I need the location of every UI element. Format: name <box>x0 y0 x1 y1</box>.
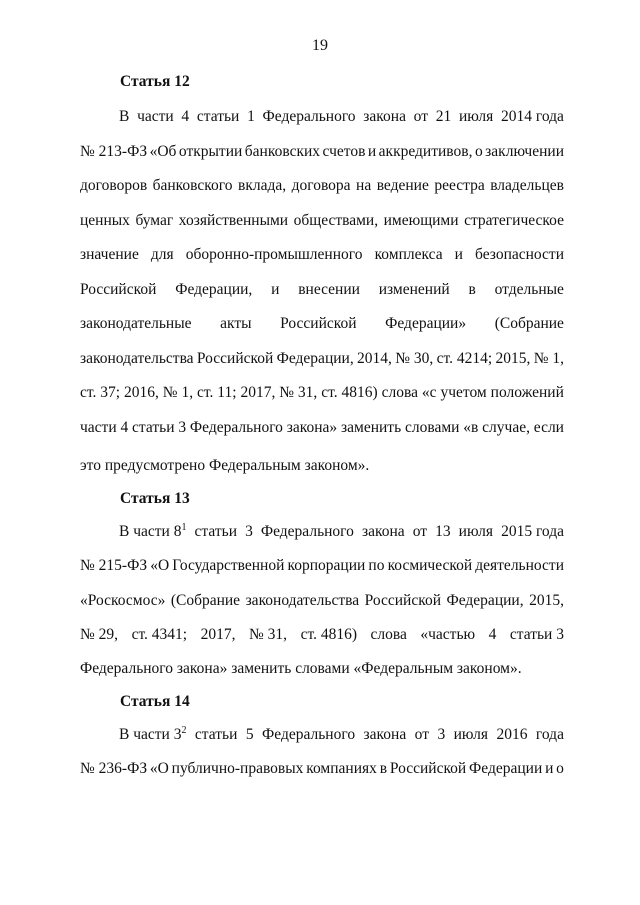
text-line <box>80 418 564 438</box>
word: от <box>412 523 428 540</box>
word: ст. 4816) <box>300 626 357 643</box>
word: имеющими <box>383 212 459 229</box>
word: и <box>454 246 463 263</box>
word: владельцев <box>490 177 564 194</box>
word: законодательства <box>245 592 360 609</box>
word: положений <box>490 384 564 401</box>
word: 2016 <box>496 726 528 743</box>
word: закона» <box>286 419 338 436</box>
word: корпорации <box>287 557 366 574</box>
word: заключении <box>485 143 564 160</box>
word: внесении <box>298 281 360 298</box>
word: Российской <box>80 281 157 298</box>
word: заменить <box>341 419 402 436</box>
word: Федерального <box>262 108 356 125</box>
word: ведение <box>376 177 429 194</box>
word: банковского <box>152 177 233 194</box>
word: 2017, <box>240 384 276 401</box>
first-line-head <box>119 522 186 542</box>
word: части <box>80 419 117 436</box>
word: учетом <box>440 384 487 401</box>
word: № 31, <box>279 384 318 401</box>
word: для <box>150 246 174 263</box>
word: законодательства <box>80 350 194 367</box>
word: на <box>356 177 372 194</box>
word: 4 <box>120 419 129 436</box>
word: закона <box>361 523 405 540</box>
text-line <box>80 245 564 265</box>
word: «Роскосмос» <box>80 592 166 609</box>
word: статьи 3 <box>509 626 564 643</box>
text-line <box>80 314 564 334</box>
word: июля <box>458 108 494 125</box>
word: В части <box>119 726 174 743</box>
first-line-head <box>119 725 186 745</box>
word: в <box>468 281 476 298</box>
word: № 1, <box>162 384 194 401</box>
article-12-heading: Статья 12 <box>120 73 190 90</box>
word: законодательные <box>80 315 192 332</box>
word: № 213-ФЗ <box>80 143 148 160</box>
word: договоров <box>80 177 148 194</box>
superscript: 1 <box>181 521 187 533</box>
word: публично-правовых <box>171 760 304 777</box>
word: июля <box>453 726 488 743</box>
word: № 29, <box>80 626 119 643</box>
word: Федерального <box>262 726 356 743</box>
word: «Об <box>149 143 177 160</box>
word: 3 <box>437 726 446 743</box>
word: «О <box>150 557 170 574</box>
word: ст. 11; <box>197 384 237 401</box>
word: 3 <box>173 726 182 743</box>
word: Федерации, <box>175 281 253 298</box>
word: о <box>474 143 483 160</box>
article-13-last-line: Федерального закона» заменить словами «Федеральным законом». <box>80 660 522 677</box>
word: «с <box>421 384 437 401</box>
word: открытии <box>178 143 243 160</box>
word: «в <box>463 419 479 436</box>
word: компаниях <box>306 760 377 777</box>
text-line <box>80 556 564 576</box>
word: 3 <box>178 419 187 436</box>
word: стратегическое <box>464 212 564 229</box>
word: слова <box>370 626 407 643</box>
word: случае, <box>482 419 530 436</box>
word: безопасности <box>475 246 564 263</box>
word: «О <box>149 760 169 777</box>
word: № 1, <box>533 350 564 367</box>
word: и <box>271 281 280 298</box>
word: банковских <box>244 143 321 160</box>
word: 2014, <box>357 350 392 367</box>
word: акты <box>220 315 252 332</box>
word: бумаг <box>135 212 174 229</box>
word: ст. 37; <box>80 384 121 401</box>
word: В <box>119 108 130 125</box>
word: № 30, <box>395 350 434 367</box>
word: от <box>414 726 429 743</box>
word: по <box>368 557 385 574</box>
word: Российской <box>280 315 357 332</box>
word: Российской <box>196 350 274 367</box>
superscript: 2 <box>181 724 187 736</box>
word: Федерации, <box>446 592 524 609</box>
word: ценных <box>80 212 130 229</box>
word: 2014 года <box>501 108 564 125</box>
text-line <box>80 176 564 196</box>
article-14-first-line <box>119 725 564 745</box>
word: изменений <box>378 281 450 298</box>
word: в <box>379 760 388 777</box>
word: деятельности <box>475 557 564 574</box>
article-13-heading: Статья 13 <box>120 490 190 507</box>
article-14-heading: Статья 14 <box>120 693 190 710</box>
word: и <box>367 143 377 160</box>
word: 5 <box>245 726 254 743</box>
text-line <box>119 107 564 127</box>
word: комплекса <box>374 246 443 263</box>
word: космической <box>387 557 473 574</box>
word: счетов <box>322 143 366 160</box>
word: 8 <box>173 523 182 540</box>
word: Российской <box>389 760 467 777</box>
word: Федерации, <box>276 350 354 367</box>
word: обществами, <box>293 212 379 229</box>
word: Федерального <box>260 523 354 540</box>
text-line <box>80 759 564 779</box>
word: закона <box>363 726 407 743</box>
word: № 31, <box>249 626 288 643</box>
text-line <box>80 591 564 611</box>
word: 1 <box>247 108 255 125</box>
word: «частью <box>420 626 476 643</box>
word: 13 <box>435 523 451 540</box>
word: вклада, <box>238 177 287 194</box>
word: Российской <box>364 592 442 609</box>
word: ст. 4341; <box>131 626 188 643</box>
text-line <box>80 211 564 231</box>
page-number: 19 <box>312 37 328 54</box>
article-13-first-line <box>119 522 564 542</box>
word: аккредитивов, <box>378 143 473 160</box>
word: договора <box>291 177 351 194</box>
article-12-last-line: это предусмотрено Федеральным законом». <box>80 457 370 474</box>
word: № 215-ФЗ <box>80 557 148 574</box>
word: 21 <box>435 108 452 125</box>
word: Федерации <box>469 760 543 777</box>
word: закона <box>363 108 406 125</box>
text-line <box>80 383 564 403</box>
word: 4 <box>488 626 497 643</box>
word: Государственной <box>172 557 285 574</box>
word: июля <box>458 523 494 540</box>
word: отдельные <box>494 281 564 298</box>
word: 2015, <box>529 592 564 609</box>
word: части <box>137 108 174 125</box>
word: ст. 4816) <box>321 384 378 401</box>
word: реестра <box>434 177 485 194</box>
text-line <box>80 625 564 645</box>
word: (Собрание <box>170 592 241 609</box>
word: 2015, <box>495 350 531 367</box>
word: значение <box>80 246 139 263</box>
word: оборонно-промышленного <box>185 246 363 263</box>
word: 2016, <box>123 384 159 401</box>
word: статьи <box>132 419 175 436</box>
word: 2017, <box>200 626 236 643</box>
text-line <box>80 280 564 300</box>
word: от <box>413 108 428 125</box>
word: словами <box>404 419 460 436</box>
word: Федерального <box>189 419 283 436</box>
word: если <box>533 419 564 436</box>
word: и <box>545 760 554 777</box>
word: статьи <box>196 108 240 125</box>
text-line <box>80 349 564 369</box>
word: 2015 года <box>501 523 564 540</box>
word: года <box>535 726 564 743</box>
word: ст. 4214; <box>436 350 493 367</box>
word: 3 <box>245 523 253 540</box>
text-line <box>80 142 564 162</box>
word: № 236-ФЗ <box>80 760 148 777</box>
word: Федерации» <box>385 315 467 332</box>
word: (Собрание <box>494 315 564 332</box>
word: слова <box>381 384 418 401</box>
word: статьи <box>194 726 238 743</box>
word: о <box>556 760 564 777</box>
word: хозяйственными <box>178 212 289 229</box>
word: 4 <box>181 108 190 125</box>
word: В части <box>119 523 174 540</box>
word: статьи <box>194 523 237 540</box>
